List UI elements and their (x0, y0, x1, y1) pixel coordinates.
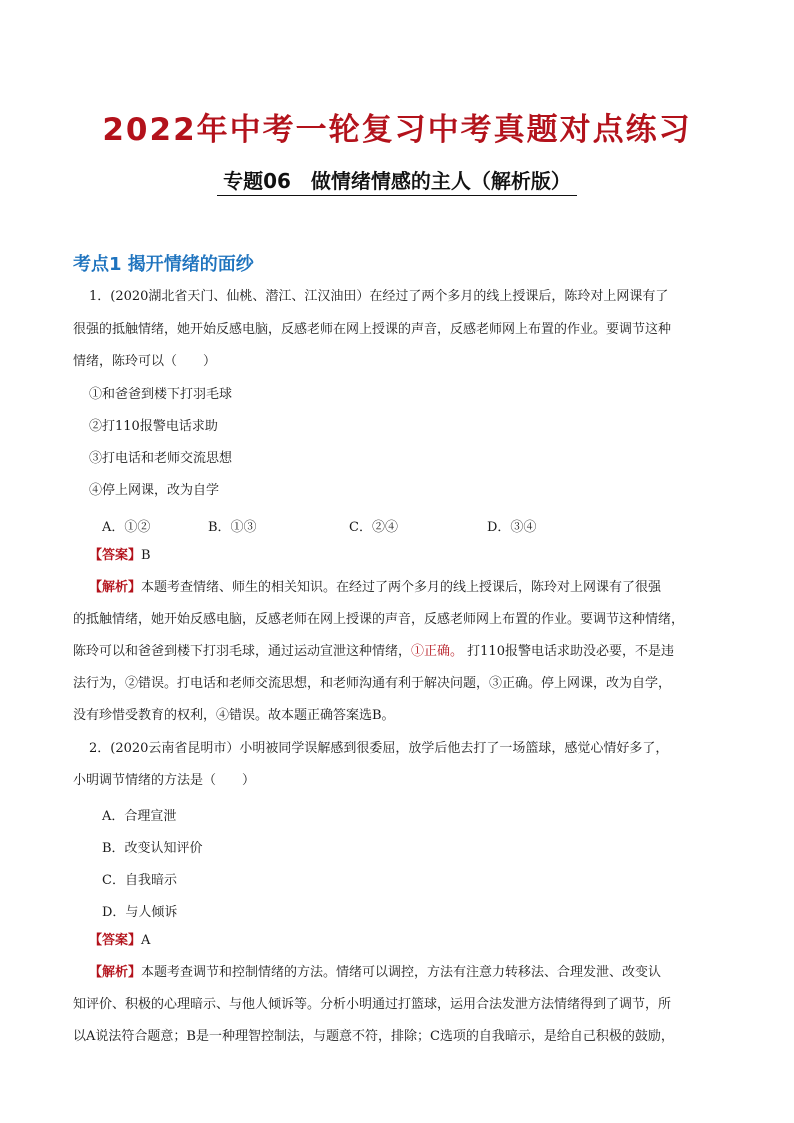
subtitle-text: 专题06 做情绪情感的主人（解析版） (217, 169, 577, 196)
q1-analysis-line (89, 580, 661, 596)
q1-option-d: D．③④ (487, 520, 537, 535)
q2-option-c: C．自我暗示 (102, 873, 177, 888)
q1-analysis-line: 的抵触情绪，她开始反感电脑，反感老师在网上授课的声音，反感老师网上布置的作业。要调节这种情绪， (73, 612, 685, 627)
q2-analysis-line: 知评价、积极的心理暗示、与他人倾诉等。分析小明通过打篮球，运用合法发泄方法情绪得到了调节，所 (73, 997, 672, 1012)
q2-stem-line: 小明调节情绪的方法是（ ） (73, 773, 256, 788)
q2-answer (89, 933, 150, 949)
q1-item: ①和爸爸到楼下打羽毛球 (89, 387, 233, 402)
analysis-text: 打110报警电话求助没必要，不是违 (463, 644, 674, 659)
q2-stem-line: 2．(2020云南省昆明市）小明被同学误解感到很委屈，放学后他去打了一场篮球，感觉心情好多了， (89, 741, 669, 756)
q1-item: ③打电话和老师交流思想 (89, 451, 233, 466)
q2-analysis-line (89, 965, 661, 981)
analysis-tag: 【解析】 (89, 965, 142, 980)
answer-value: A (141, 933, 151, 948)
q1-option-c: C．②④ (349, 520, 398, 535)
document-title: 2022年中考一轮复习中考真题对点练习 (102, 112, 692, 148)
q2-option-b: B．改变认知评价 (102, 841, 203, 856)
q1-option-a: A．①② (102, 520, 151, 535)
q1-stem-line: 1．(2020湖北省天门、仙桃、潜江、江汉油田）在经过了两个多月的线上授课后，陈玲对上网课有了 (89, 289, 669, 304)
q2-analysis-line: 以A说法符合题意；B是一种理智控制法，与题意不符，排除；C选项的自我暗示，是给自己积极的鼓励， (73, 1029, 674, 1044)
q1-stem-line: 很强的抵触情绪，她开始反感电脑，反感老师在网上授课的声音，反感老师网上布置的作业。要调节这种 (73, 322, 672, 337)
q1-analysis-line: 没有珍惜受教育的权利，④错误。故本题正确答案选B。 (73, 708, 395, 723)
section-heading: 考点1 揭开情绪的面纱 (73, 254, 254, 275)
answer-tag: 【答案】 (89, 933, 142, 948)
q1-option-b: B．①③ (208, 520, 257, 535)
document-subtitle (0, 165, 794, 194)
answer-value: B (141, 548, 151, 563)
q2-option-d: D．与人倾诉 (102, 905, 178, 920)
q1-item: ④停上网课，改为自学 (89, 483, 220, 498)
answer-tag: 【答案】 (89, 548, 142, 563)
analysis-text: 陈玲可以和爸爸到楼下打羽毛球，通过运动宣泄这种情绪， (73, 644, 412, 659)
analysis-tag: 【解析】 (89, 580, 142, 595)
analysis-text: 本题考查调节和控制情绪的方法。情绪可以调控，方法有注意力转移法、合理发泄、改变认 (141, 965, 662, 980)
analysis-highlight: ①正确。 (411, 644, 464, 659)
q1-item: ②打110报警电话求助 (89, 419, 218, 434)
q2-option-a: A．合理宣泄 (102, 809, 177, 824)
q1-analysis-line: 法行为，②错误。打电话和老师交流思想，和老师沟通有利于解决问题，③正确。停上网课，改为自学， (73, 676, 672, 691)
q1-answer (89, 548, 151, 564)
q1-stem-line: 情绪，陈玲可以（ ） (73, 354, 217, 369)
q1-analysis-line (73, 644, 674, 660)
analysis-text: 本题考查情绪、师生的相关知识。在经过了两个多月的线上授课后，陈玲对上网课有了很强 (141, 580, 662, 595)
